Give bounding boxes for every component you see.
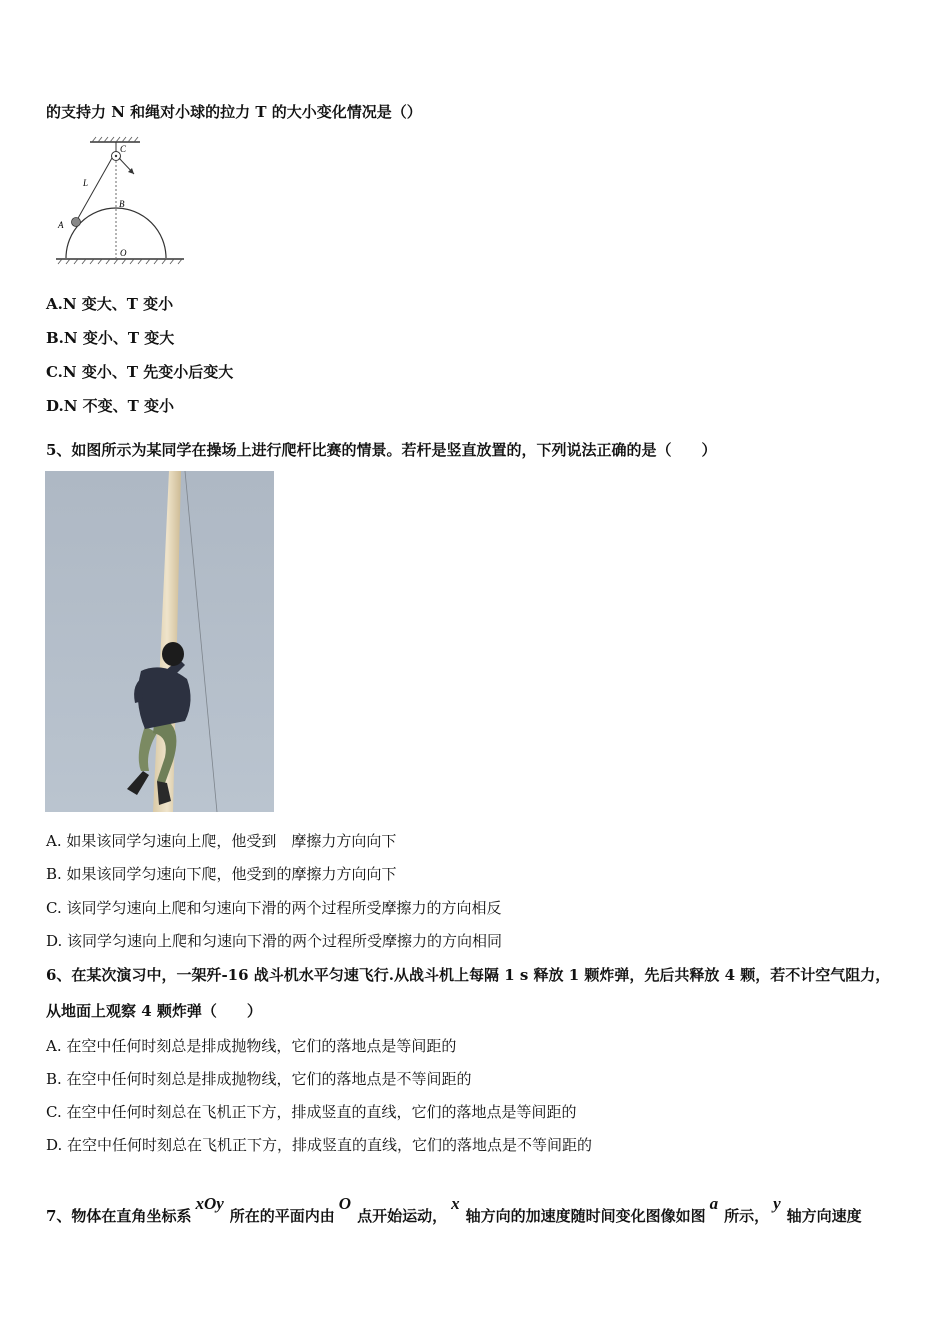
q7-seg1: 7、物体在直角坐标系 xyxy=(46,1207,192,1225)
q6-option-b: B. 在空中任何时刻总是排成抛物线，它们的落地点是不等间距的 xyxy=(46,1070,472,1088)
q7-sym-o: O xyxy=(338,1194,352,1213)
q7-sym-y: y xyxy=(773,1194,781,1213)
q7-seg3: 点开始运动， xyxy=(357,1207,448,1225)
q7-seg5: 所示， xyxy=(724,1207,770,1225)
q7-seg2: 所在的平面内由 xyxy=(229,1207,335,1225)
q7-seg4: 轴方向的加速度随时间变化图像如图 xyxy=(465,1207,706,1225)
label-c: C xyxy=(120,144,127,154)
label-b: B xyxy=(119,199,125,209)
q7-sym-x: x xyxy=(451,1194,460,1213)
q4-option-d: D.N 不变、T 变小 xyxy=(46,397,175,415)
q4-option-c: C.N 变小、T 先变小后变大 xyxy=(46,363,234,381)
q7-sym-xoy: xOy xyxy=(195,1194,224,1213)
q5-option-d: D. 该同学匀速向上爬和匀速向下滑的两个过程所受摩擦力的方向相同 xyxy=(46,932,503,950)
q5-stem: 5、如图所示为某同学在操场上进行爬杆比赛的情景。若杆是竖直放置的，下列说法正确的是（ ） xyxy=(46,441,717,459)
q6-stem-line2: 从地面上观察 4 颗炸弹（ ） xyxy=(46,1002,262,1020)
q5-option-a: A. 如果该同学匀速向上爬，他受到 摩擦力方向向下 xyxy=(46,832,397,850)
q6-stem-line1: 6、在某次演习中，一架歼-16 战斗机水平匀速飞行.从战斗机上每隔 1 s 释放 1 颗炸弹，先后共释放 4 颗，若不计空气阻力， xyxy=(46,966,891,984)
q5-option-c: C. 该同学匀速向上爬和匀速向下滑的两个过程所受摩擦力的方向相反 xyxy=(46,899,502,917)
label-o: O xyxy=(120,248,127,258)
pole-climbing-photo xyxy=(45,471,274,812)
hemisphere-pulley-figure xyxy=(52,136,192,268)
q6-option-c: C. 在空中任何时刻总在飞机正下方，排成竖直的直线，它们的落地点是等间距的 xyxy=(46,1103,577,1121)
q4-stem: 的支持力 N 和绳对小球的拉力 T 的大小变化情况是（） xyxy=(46,103,422,121)
q6-option-a: A. 在空中任何时刻总是排成抛物线，它们的落地点是等间距的 xyxy=(46,1037,457,1055)
q7-stem xyxy=(46,1194,862,1226)
label-a: A xyxy=(58,220,64,230)
label-l: L xyxy=(83,178,89,188)
q7-seg6: 轴方向速度 xyxy=(786,1207,862,1225)
q6-option-d: D. 在空中任何时刻总在飞机正下方，排成竖直的直线，它们的落地点是不等间距的 xyxy=(46,1136,593,1154)
q7-sym-a: a xyxy=(709,1194,719,1213)
q4-option-a: A.N 变大、T 变小 xyxy=(46,295,174,313)
q5-option-b: B. 如果该同学匀速向下爬，他受到的摩擦力方向向下 xyxy=(46,865,397,883)
q4-option-b: B.N 变小、T 变大 xyxy=(46,329,175,347)
